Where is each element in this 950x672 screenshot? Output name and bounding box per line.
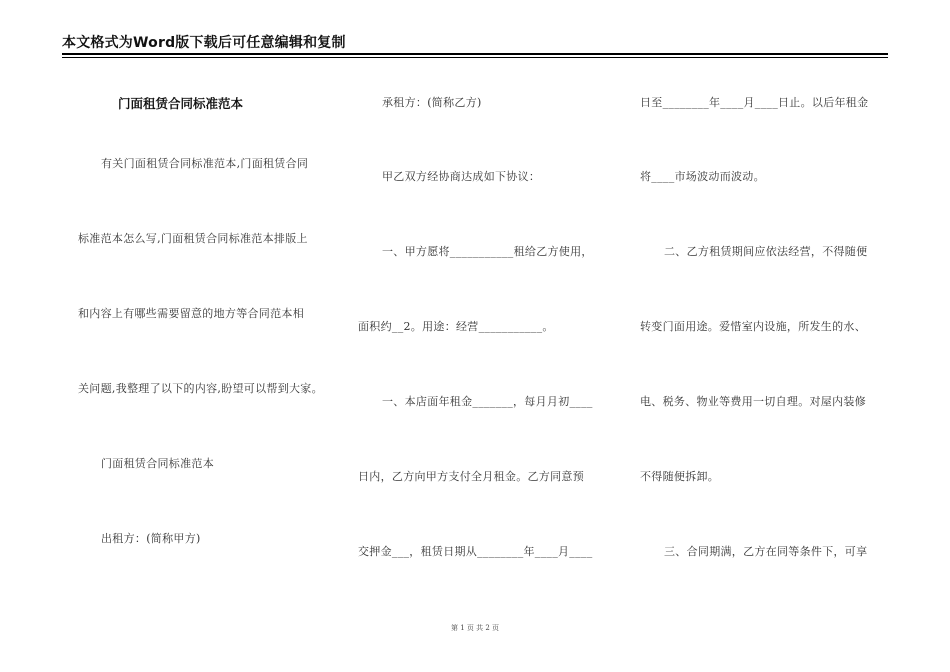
clause-line: 交押金___，租赁日期从________年____月____ xyxy=(358,545,593,558)
lessor-line: 出租方：(简称甲方) xyxy=(101,532,201,545)
document-header-title: 本文格式为Word版下载后可任意编辑和复制 xyxy=(62,35,346,51)
paragraph-line: 有关门面租赁合同标准范本,门面租赁合同 xyxy=(101,157,309,170)
paragraph-line: 和内容上有哪些需要留意的地方等合同范本相 xyxy=(78,307,304,320)
clause-line: 转变门面用途。爱惜室内设施，所发生的水、 xyxy=(640,320,866,333)
agreement-intro-line: 甲乙双方经协商达成如下协议： xyxy=(382,170,541,183)
clause-line: 二、乙方租赁期间应依法经营，不得随便 xyxy=(664,245,868,258)
clause-line: 日至________年____月____日止。以后年租金 xyxy=(640,96,869,109)
clause-line: 面积约__2。用途：经营___________。 xyxy=(358,320,554,333)
paragraph-line: 标准范本怎么写,门面租赁合同标准范本排版上 xyxy=(78,232,308,245)
paragraph-line: 关问题,我整理了以下的内容,盼望可以帮到大家。 xyxy=(78,382,323,395)
clause-line: 一、本店面年租金_______，每月月初____ xyxy=(382,395,593,408)
clause-line: 一、甲方愿将___________租给乙方使用， xyxy=(382,245,593,258)
clause-line: 不得随便拆卸。 xyxy=(640,470,720,483)
header-rule-thin xyxy=(62,57,888,58)
clause-line: 将____市场波动而波动。 xyxy=(640,170,765,183)
clause-line: 电、税务、物业等费用一切自理。对屋内装修 xyxy=(640,395,866,408)
header-rule-thick xyxy=(62,53,888,55)
clause-line: 三、合同期满，乙方在同等条件下，可享 xyxy=(664,545,868,558)
page-number: 第 1 页 共 2 页 xyxy=(450,624,500,632)
clause-line: 日内，乙方向甲方支付全月租金。乙方同意预 xyxy=(358,470,584,483)
document-title: 门面租赁合同标准范本 xyxy=(118,96,244,111)
section-heading: 门面租赁合同标准范本 xyxy=(101,457,214,470)
lessee-line: 承租方：(简称乙方) xyxy=(382,96,482,109)
